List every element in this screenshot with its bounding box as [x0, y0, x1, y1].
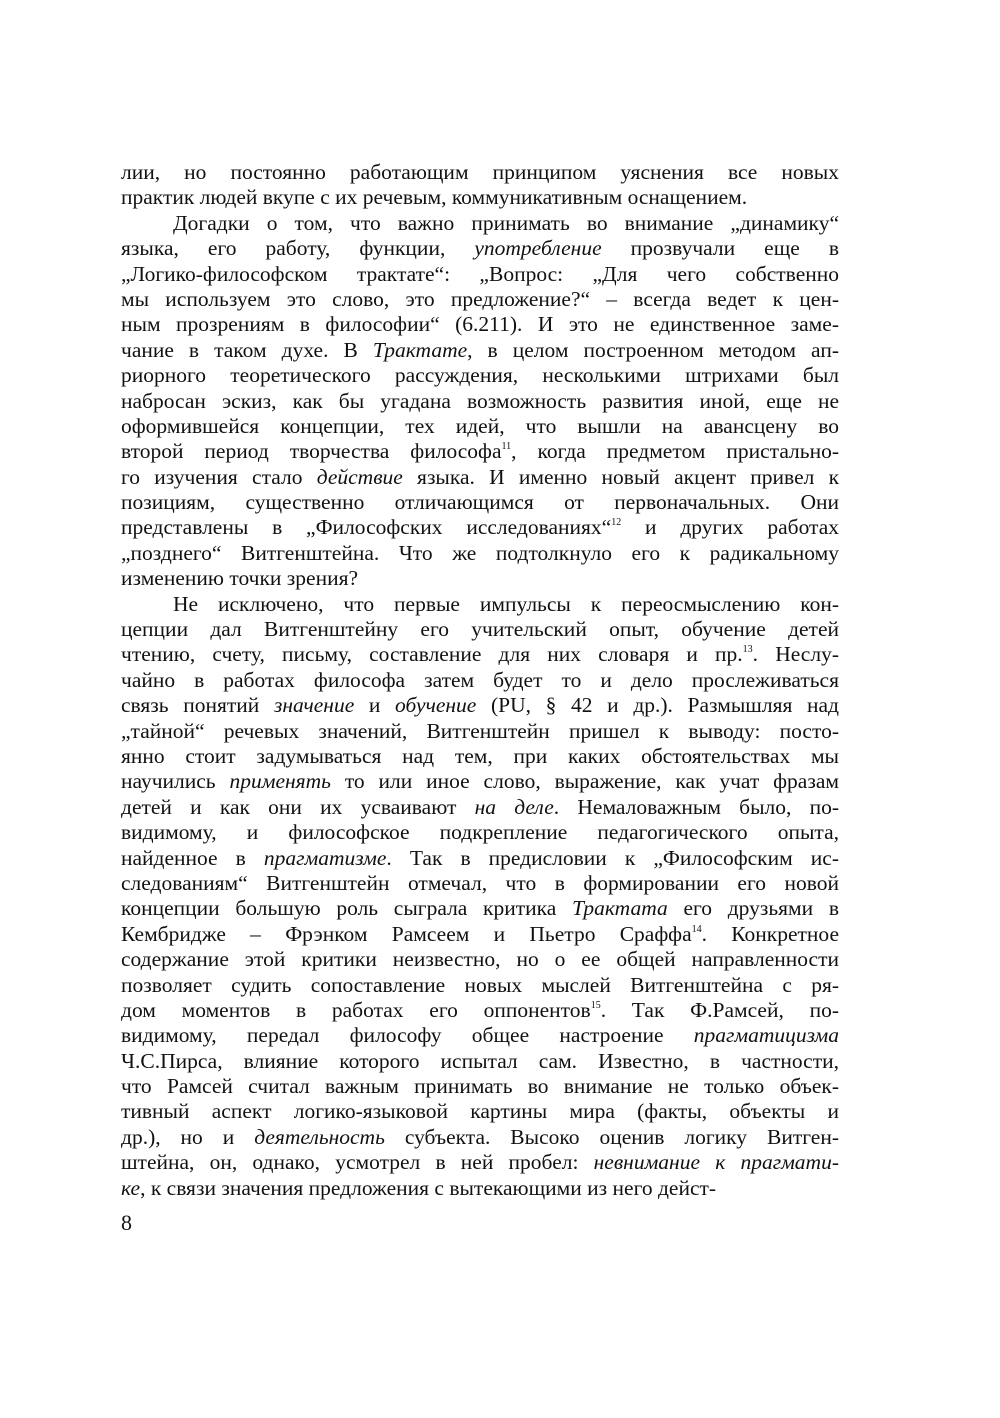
text-line: изменению точки зрения?	[121, 566, 359, 591]
text-line: языка, его работу, функции, употребление прозвучали еще в	[121, 236, 839, 261]
text-line: Ч.С.Пирса, влияние которого испытал сам. Известно, в частности,	[121, 1048, 839, 1073]
text-line: детей и как они их усваивают на деле. Немаловажным было, по-	[121, 794, 839, 819]
text-line: цепции дал Витгенштейну его учительский опыт, обучение детей	[121, 617, 839, 642]
text-line: „тайной“ речевых значений, Витгенштейн пришел к выводу: посто-	[121, 718, 839, 743]
text-line: научились применять то или иное слово, выражение, как учат фразам	[121, 769, 839, 794]
text-line: „позднего“ Витгенштейна. Что же подтолкнуло его к радикальному	[121, 540, 839, 565]
text-line: Догадки о том, что важно принимать во внимание „динамику“	[173, 210, 839, 235]
text-line: Не исключено, что первые импульсы к переосмыслению кон-	[173, 591, 839, 616]
text-line: ным прозрениям в философии“ (6.211). И это не единственное заме-	[121, 312, 839, 337]
text-line: мы используем это слово, это предложение?“ – всегда ведет к цен-	[121, 286, 839, 311]
body-text	[121, 160, 839, 1201]
paragraph	[121, 211, 839, 592]
page-number: 8	[121, 1210, 132, 1235]
text-line: представлены в „Философских исследованиях“$^{12}$ и других работах	[121, 515, 839, 540]
text-line: „Логико-философском трактате“: „Вопрос: „Для чего собственно	[121, 261, 839, 286]
text-line: позициям, существенно отличающимся от первоначальных. Они	[121, 490, 839, 515]
paragraph	[121, 160, 839, 211]
text-line: тивный аспект логико-языковой картины мира (факты, объекты и	[121, 1099, 839, 1124]
text-line: второй период творчества философа$^{11}$, когда предметом пристально-	[121, 439, 839, 464]
text-line: набросан эскиз, как бы угадана возможность развития иной, еще не	[121, 388, 839, 413]
text-line: следованиям“ Витгенштейн отмечал, что в формировании его новой	[121, 870, 839, 895]
text-line: связь понятий значение и обучение (PU, § 42 и др.). Размышляя над	[121, 693, 839, 718]
text-line: чайно в работах философа затем будет то и дело прослеживаться	[121, 667, 839, 692]
text-line: содержание этой критики неизвестно, но о ее общей направленности	[121, 947, 839, 972]
text-line: концепции большую роль сыграла критика Трактата его друзьями в	[121, 896, 839, 921]
text-line: видимому, передал философу общее настроение прагматицизма	[121, 1023, 839, 1048]
text-line: практик людей вкупе с их речевым, коммуникативным оснащением.	[121, 185, 748, 210]
text-line: дом моментов в работах его оппонентов$^{15}$. Так Ф.Рамсей, по-	[121, 997, 839, 1022]
text-line: Кембридже – Фрэнком Рамсеем и Пьетро Сраффа$^{14}$. Конкретное	[121, 921, 839, 946]
text-line: го изучения стало действие языка. И именно новый акцент привел к	[121, 464, 840, 489]
text-line: ке, к связи значения предложения с вытекающими из него дейст-	[121, 1175, 717, 1200]
text-line: видимому, и философское подкрепление педагогического опыта,	[121, 820, 839, 845]
text-line: штейна, он, однако, усмотрел в ней пробел: невнимание к прагмати-	[121, 1150, 839, 1175]
text-line: позволяет судить сопоставление новых мыслей Витгенштейна с ря-	[121, 972, 839, 997]
text-line: др.), но и деятельность субъекта. Высоко оценив логику Витген-	[121, 1124, 839, 1149]
text-line: лии, но постоянно работающим принципом уяснения все новых	[121, 160, 839, 184]
paragraph	[121, 592, 839, 1201]
text-line: найденное в прагматизме. Так в предисловии к „Философским ис-	[121, 845, 839, 870]
text-line: что Рамсей считал важным принимать во внимание не только объек-	[121, 1074, 839, 1099]
text-line: оформившейся концепции, тех идей, что вышли на авансцену во	[121, 413, 839, 438]
text-line: чание в таком духе. В Трактате, в целом построенном методом ап-	[121, 337, 839, 362]
text-line: янно стоит задумываться над тем, при каких обстоятельствах мы	[121, 743, 839, 768]
text-line: риорного теоретического рассуждения, несколькими штрихами был	[121, 363, 839, 388]
text-line: чтению, счету, письму, составление для них словаря и пр.$^{13}$. Неслу-	[121, 642, 839, 667]
